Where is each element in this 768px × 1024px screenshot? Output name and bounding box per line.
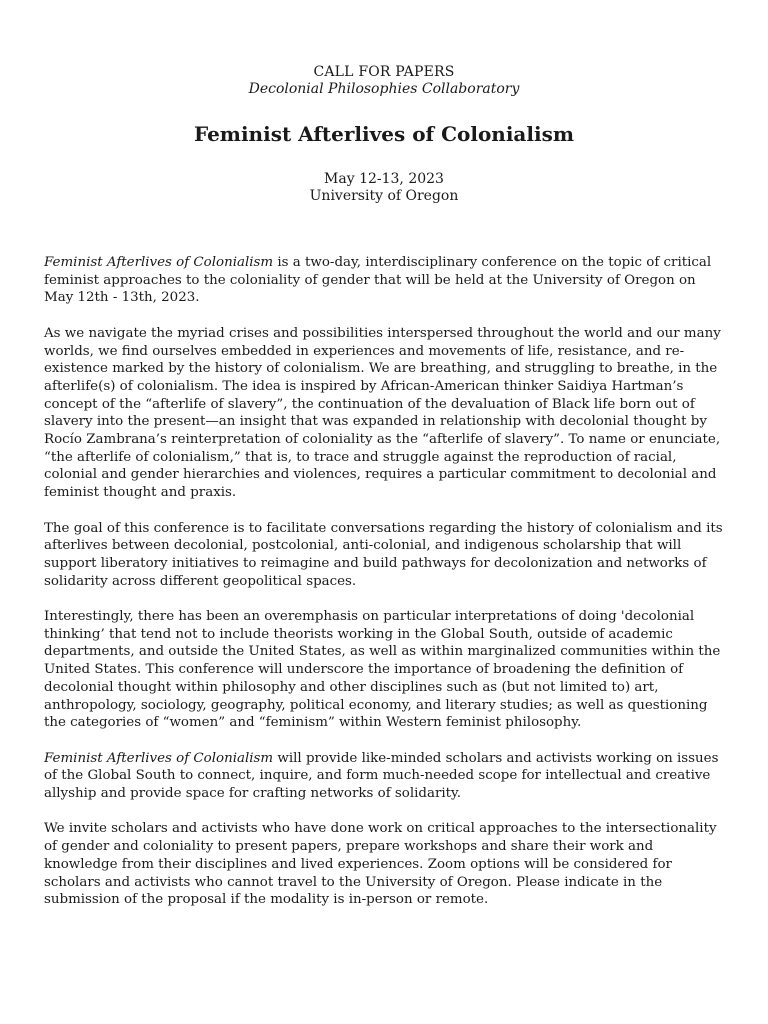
paragraph-intro-title: Feminist Afterlives of Colonialism (44, 255, 274, 270)
paragraph-goal: The goal of this conference is to facilitate conversations regarding the history of colonialism and its afterlives between decolonial, postcolonial, anti-colonial, and indigenous scholarship that will support liberatory initiatives to reimagine and build pathways for decolonization and networks of solidarity across different geopolitical spaces. (44, 520, 723, 589)
paragraph-scope-title: Feminist Afterlives of Colonialism (44, 750, 274, 766)
paragraph-afterlife: As we navigate the myriad crises and possibilities interspersed throughout the world and our many worlds, we find ourselves embedded in experiences and movements of life, resistance, and re-existence marked by the history of colonialism. We are breathing, and struggling to breathe, in the afterlife(s) of colonialism. The idea is inspired by African-American thinker Saidiya Hartman’s concept of the “afterlife of slavery”, the continuation of the devaluation of Black life born out of slavery into the present—an insight that was expanded in relationship with decolonial thought by Rocío Zambrana’s reinterpretation of coloniality as the “afterlife of slavery”. To name or enunciate, “the afterlife of colonialism,” that is, to trace and struggle against the reproduction of racial, colonial and gender hierarchies and violences, requires a particular commitment to decolonial and feminist thought and praxis. (44, 325, 721, 501)
paragraph-scope-text: will provide like-minded scholars and activists working on issues of the Global South to connect, inquire, and form much-needed scope for intellectual and creative allyship and provide space for crafting networks of solidarity. (44, 750, 719, 802)
paragraph-overemphasis: Interestingly, there has been an overemphasis on particular interpretations of doing 'decolonial thinking’ that tend not to include theorists working in the Global South, outside of academic departments, and outside the United States, as well as within marginalized communities within the United States. This conference will underscore the importance of broadening the definition of decolonial thought within philosophy and other disciplines such as (but not limited to) art, anthropology, sociology, geography, political economy, and literary studies; as well as questioning the categories of “women” and “feminism” within Western feminist philosophy. (44, 609, 721, 731)
paragraph-intro (44, 254, 726, 307)
paragraph-scope (44, 750, 726, 803)
paragraph-intro-text: is a two-day, interdisciplinary conference on the topic of critical feminist approaches to the coloniality of gender that will be held at the University of Oregon on May 12th - 13th, 2023. (44, 255, 712, 306)
conference-venue: University of Oregon (309, 188, 459, 204)
paragraph-invitation: We invite scholars and activists who have done work on critical approaches to the intersectionality of gender and coloniality to present papers, prepare workshops and share their work and knowledge from their disciplines and lived experiences. Zoom options will be considered for scholars and activists who cannot travel to the University of Oregon. Please indicate in the submission of the proposal if the modality is in-person or remote. (44, 821, 717, 908)
call-for-papers-heading: CALL FOR PAPERS (313, 64, 455, 80)
conference-date: May 12-13, 2023 (324, 171, 444, 187)
document-body (44, 254, 726, 927)
collaboratory-subheading: Decolonial Philosophies Collaboratory (248, 81, 520, 97)
conference-title: Feminist Afterlives of Colonialism (193, 122, 575, 146)
